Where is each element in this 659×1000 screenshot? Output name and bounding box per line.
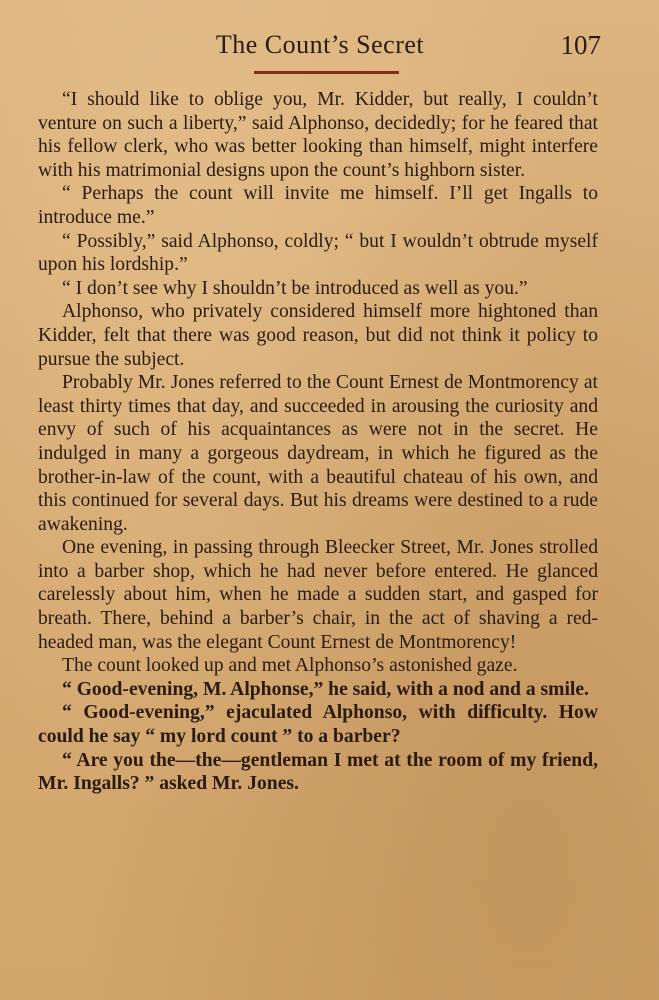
paragraph: “ Good-evening, M. Alphonse,” he said, with a nod and a smile.: [62, 678, 589, 700]
paragraph: One evening, in passing through Bleecker Street, Mr. Jones strolled into a barber shop, which he had never before entered. He glanced carelessly about him, when he made a sudden start, and gasped for breath. There, behind a barber’s chair, in the act of shaving a red-headed man, was the elegant Count Ernest de Montmorency!: [38, 537, 598, 653]
paragraph: “I should like to oblige you, Mr. Kidder, but really, I couldn’t venture on such a liberty,” said Alphonso, decidedly; for he feared that his fellow clerk, who was better looking than himself, might interfere with his matrimonial designs upon the count’s highborn sister.: [38, 89, 598, 181]
paragraph: Alphonso, who privately considered himself more hightoned than Kidder, felt that there was good reason, but did not think it policy to pursue the subject.: [38, 301, 598, 370]
paragraph: “ Are you the—the—gentleman I met at the room of my friend, Mr. Ingalls? ” asked Mr. Jones.: [38, 749, 598, 795]
page-number: 107: [560, 30, 601, 60]
body-text: [38, 88, 598, 796]
paragraph: The count looked up and met Alphonso’s astonished gaze.: [62, 655, 518, 677]
paragraph: “ Perhaps the count will invite me himself. I’ll get Ingalls to introduce me.”: [38, 183, 598, 228]
header-rule: [254, 71, 399, 74]
paragraph: “ I don’t see why I shouldn’t be introduced as well as you.”: [62, 277, 528, 299]
paragraph: “ Possibly,” said Alphonso, coldly; “ but I wouldn’t obtrude myself upon his lordship.”: [38, 230, 598, 276]
paragraph: “ Good-evening,” ejaculated Alphonso, with difficulty. How could he say “ my lord count ” to a barber?: [38, 702, 598, 748]
running-title: The Count’s Secret: [215, 30, 425, 59]
page-header: [0, 28, 659, 68]
paragraph: Probably Mr. Jones referred to the Count Ernest de Montmorency at least thirty times that day, and succeeded in arousing the curiosity and envy of such of his acquaintances as were not in the secret. He indulged in many a gorgeous daydream, in which he figured as the brother-in-law of the count, with a beautiful chateau of his own, and this continued for several days. But his dreams were destined to a rude awakening.: [38, 372, 598, 535]
